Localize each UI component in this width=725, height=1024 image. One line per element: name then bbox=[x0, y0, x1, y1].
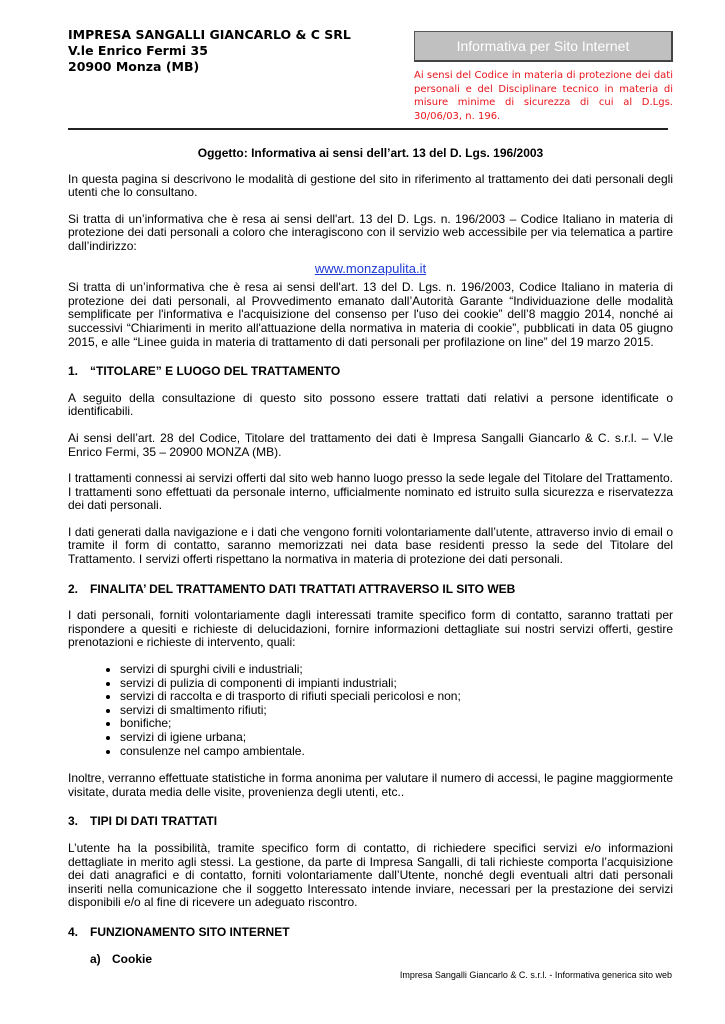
paragraph: Inoltre, verranno effettuate statistiche in forma anonima per valutare il numero di accessi, le pagine maggiormente visitate, durata media delle visite, provenienza degli utenti, etc.. bbox=[68, 771, 673, 799]
section-heading-3: 3. TIPI DI DATI TRATTATI bbox=[68, 814, 218, 829]
company-block bbox=[68, 27, 351, 75]
legal-notice: Ai sensi del Codice in materia di protezione dei dati personali e del Disciplinare tecnico in materia di misure minime di sicurezza di cui al D.Lgs. 30/06/03, n. 196. bbox=[414, 70, 673, 122]
intro-paragraph: In questa pagina si descrivono le modalità di gestione del sito in riferimento al trattamento dei dati personali degli utenti che lo consultano. bbox=[68, 171, 673, 200]
page-footer: Impresa Sangalli Giancarlo & C. s.r.l. - Informativa generica sito web bbox=[399, 970, 672, 980]
list-item: • servizi di spurghi civili e industriali; bbox=[120, 663, 673, 677]
company-name: IMPRESA SANGALLI GIANCARLO & C SRL bbox=[68, 27, 351, 42]
list-item: • servizi di smaltimento rifiuti; bbox=[120, 704, 673, 718]
company-city: 20900 Monza (MB) bbox=[68, 59, 200, 74]
list-item: • servizi di igiene urbana; bbox=[120, 731, 673, 745]
paragraph: I dati generati dalla navigazione e i dati che vengono forniti volontariamente dall’utente, attraverso invio di email o tramite il form di contatto, saranno memorizzati nei data base residenti presso la sede del Titolare del Trattamento. I servizi offerti rispettano la normativa in materia di protezione dei dati personali. bbox=[68, 524, 673, 567]
intro-paragraph: Si tratta di un’informativa che è resa ai sensi dell'art. 13 del D. Lgs. n. 196/2003 – Codice Italiano in materia di protezione dei dati personali a coloro che interagiscono con il servizio web accessibile per via telematica a partire dall’indirizzo: bbox=[68, 211, 673, 253]
paragraph: L’utente ha la possibilità, tramite specifico form di contatto, di richiedere specifici servizi e/o informazioni dettagliate in merito agli stessi. La gestione, da parte di Impresa Sangalli, di tali richieste comporta l’acquisizione dei dati anagrafici e di contatto, forniti volontariamente dall’Utente, nonché degli eventuali altri dati personali inseriti nella comunicazione che il soggetto Interessato intende inviare, necessari per la prestazione dei servizi disponibili e/o al fine di ricevere un adeguato riscontro. bbox=[68, 840, 673, 910]
subject-heading: Oggetto: Informativa ai sensi dell’art. 13 del D. Lgs. 196/2003 bbox=[197, 146, 544, 160]
website-link[interactable]: www.monzapulita.it bbox=[314, 260, 427, 276]
list-item: • bonifiche; bbox=[120, 717, 673, 731]
company-address: V.le Enrico Fermi 35 bbox=[68, 43, 208, 58]
services-list bbox=[68, 663, 673, 758]
header-divider bbox=[68, 128, 668, 130]
paragraph: I dati personali, forniti volontariamente dagli interessati tramite specifico form di contatto, saranno trattati per rispondere a quesiti e richieste di delucidazioni, fornire informazioni dettagliate sui nostri servizi offerti, gestire prenotazioni e richieste di intervento, quali: bbox=[68, 608, 673, 650]
title-banner: Informativa per Sito Internet bbox=[414, 31, 673, 62]
list-item: • servizi di pulizia di componenti di impianti industriali; bbox=[120, 677, 673, 691]
list-item: • consulenze nel campo ambientale. bbox=[120, 745, 673, 759]
section-heading-4: 4. FUNZIONAMENTO SITO INTERNET bbox=[68, 924, 290, 939]
section-heading-1: 1. “TITOLARE” E LUOGO DEL TRATTAMENTO bbox=[68, 364, 341, 379]
intro-paragraph: Si tratta di un’informativa che è resa ai sensi dell'art. 13 del D. Lgs. n. 196/2003, Codice Italiano in materia di protezione dei dati personali, al Provvedimento emanato dall’Autorità Garante “Individuazione delle modalità semplificate per l'informativa e l'acquisizione del consenso per l'uso dei cookie” dell’8 maggio 2014, nonché ai successivi “Chiarimenti in merito all'attuazione della normativa in materia di cookie”, pubblicati in data 05 giugno 2015, e alle “Linee guida in materia di trattamento di dati personali per profilazione on line” del 19 marzo 2015. bbox=[68, 280, 673, 349]
paragraph: A seguito della consultazione di questo sito possono essere trattati dati relativi a persone identificate o identificabili. bbox=[68, 390, 673, 419]
document-body bbox=[68, 147, 673, 966]
paragraph: I trattamenti connessi ai servizi offerti dal sito web hanno luogo presso la sede legale del Titolare del Trattamento. I trattamenti sono effettuati da personale interno, ufficialmente nominato ed istruito sulla sicurezza e riservatezza dei dati personali. bbox=[68, 471, 673, 513]
subsection-heading-cookie: a) Cookie bbox=[90, 951, 153, 966]
section-heading-2: 2. FINALITA’ DEL TRATTAMENTO DATI TRATTATI ATTRAVERSO IL SITO WEB bbox=[68, 581, 516, 596]
paragraph: Ai sensi dell’art. 28 del Codice, Titolare del trattamento dei dati è Impresa Sangalli Giancarlo & C. s.r.l. – V.le Enrico Fermi, 35 – 20900 MONZA (MB). bbox=[68, 430, 673, 459]
list-item: • servizi di raccolta e di trasporto di rifiuti speciali pericolosi e non; bbox=[120, 690, 673, 704]
